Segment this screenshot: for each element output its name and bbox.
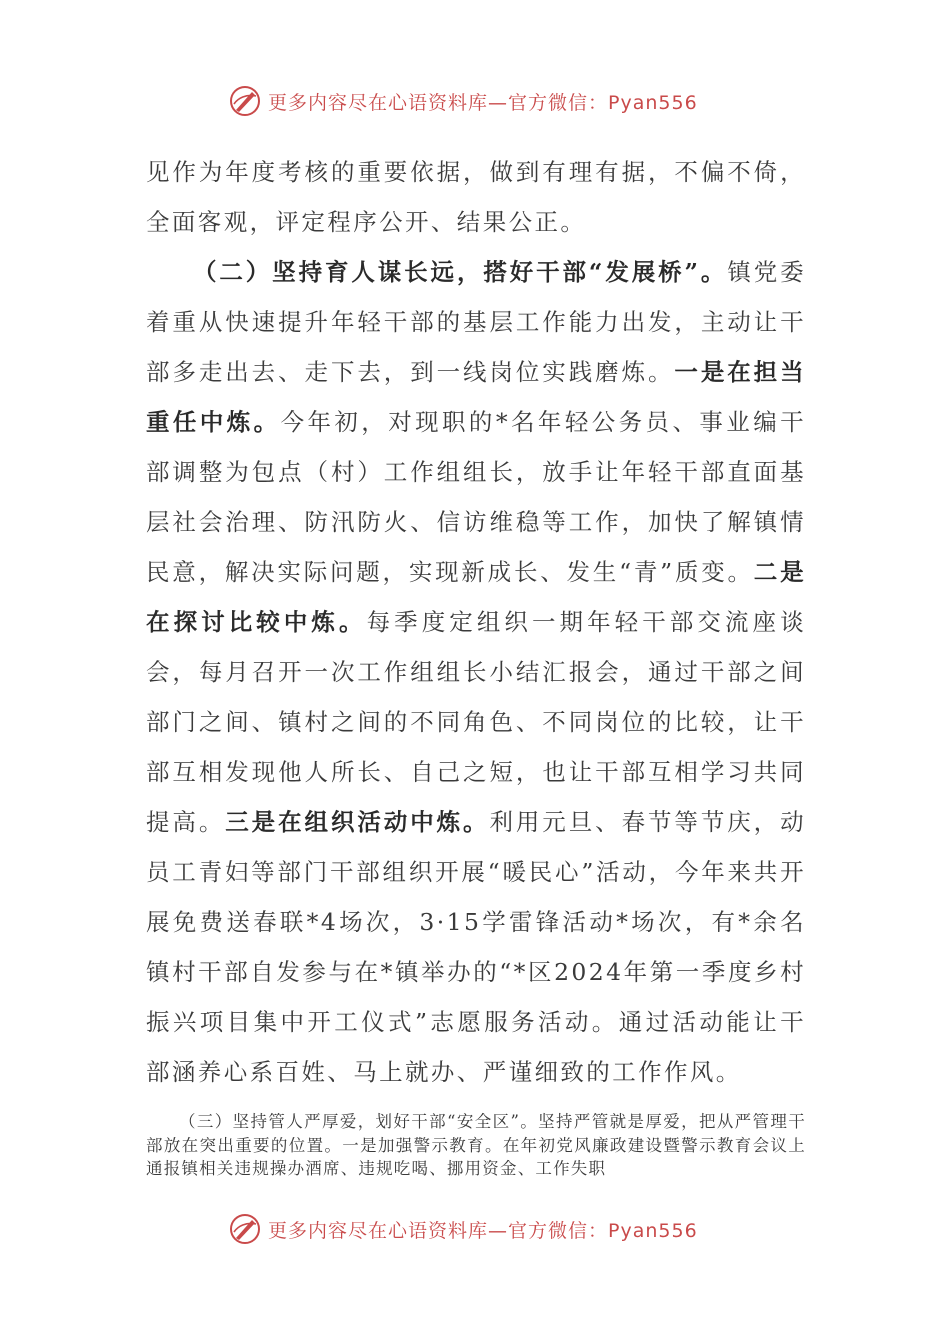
document-body xyxy=(146,147,806,1097)
paragraph-continuation: 见作为年度考核的重要依据，做到有理有据，不偏不倚，全面客观，评定程序公开、结果公正。 xyxy=(146,158,806,236)
paragraph-text: 每季度定组织一期年轻干部交流座谈会，每月召开一次工作组组长小结汇报会，通过干部之间部门之间、镇村之间的不同角色、不同岗位的比较，让干部互相发现他人所长、自己之短，也让干部互相学习共同提高。 xyxy=(146,608,806,836)
paragraph-text: 今年初，对现职的*名年轻公务员、事业编干部调整为包点（村）工作组组长，放手让年轻干部直面基层社会治理、防汛防火、信访维稳等工作，加快了解镇情民意，解决实际问题，实现新成长、发生“青”质变。 xyxy=(146,408,807,586)
section-heading: （二）坚持育人谋长远，搭好干部“发展桥”。 xyxy=(193,258,728,286)
point-heading-2: 二是在探讨比较中炼。 xyxy=(146,558,806,636)
paragraph-section-2 xyxy=(146,247,806,1097)
point-heading-1: 一是在担当重任中炼。 xyxy=(146,358,807,436)
pen-logo-icon xyxy=(228,84,262,118)
paragraph-text: 镇党委着重从快速提升年轻干部的基层工作能力出发，主动让干部多走出去、走下去，到一线岗位实践磨炼。 xyxy=(146,258,807,386)
watermark-text: 更多内容尽在心语资料库—官方微信：Pyan556 xyxy=(268,91,698,114)
paragraph-section-3: （三）坚持管人严厚爱，划好干部“安全区”。坚持严管就是厚爱，把从严管理干部放在突出重要的位置。一是加强警示教育。在年初党风廉政建设暨警示教育会议上通报镇相关违规操办酒席、违规吃喝、挪用资金、工作失职 xyxy=(146,1112,806,1178)
paragraph-text: 利用元旦、春节等节庆，动员工青妇等部门干部组织开展“暖民心”活动，今年来共开展免费送春联*4场次，3·15学雷锋活动*场次，有*余名镇村干部自发参与在*镇举办的“*区2024年第一季度乡村振兴项目集中开工仪式”志愿服务活动。通过活动能让干部涵养心系百姓、马上就办、严谨细致的工作作风。 xyxy=(146,808,806,1086)
point-heading-3: 三是在组织活动中炼。 xyxy=(225,808,490,836)
header-watermark xyxy=(228,84,698,118)
footer-watermark xyxy=(228,1212,698,1246)
pen-logo-icon xyxy=(228,1212,262,1246)
section-3-block xyxy=(146,1110,806,1181)
watermark-text: 更多内容尽在心语资料库—官方微信：Pyan556 xyxy=(268,1219,698,1242)
